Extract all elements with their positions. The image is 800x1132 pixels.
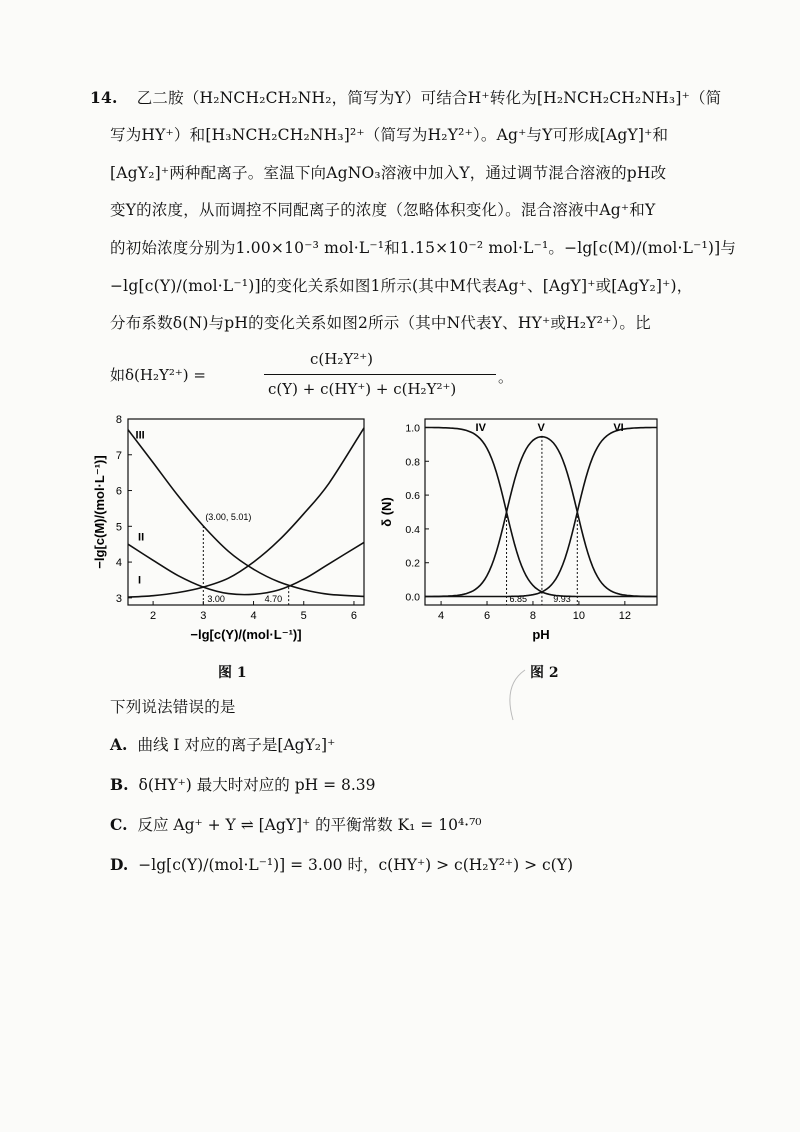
formula-lhs: 如δ(H₂Y²⁺) = — [110, 366, 206, 384]
option-text: 曲线 I 对应的离子是[AgY₂]⁺ — [137, 736, 336, 754]
x-annotation: 9.93 — [553, 594, 571, 604]
x-tick-label: 3 — [200, 610, 207, 622]
x-axis-label: −lg[c(Y)/(mol·L⁻¹)] — [190, 627, 302, 642]
question-line-2: 写为HY⁺）和[H₃NCH₂CH₂NH₃]²⁺（简写为H₂Y²⁺）。Ag⁺与Y可形成[AgY]⁺和 — [110, 126, 669, 144]
option-c[interactable] — [110, 813, 482, 835]
y-tick-label: 1.0 — [405, 422, 420, 435]
y-axis-label: −lg[c(M)/(mol·L⁻¹)] — [92, 455, 107, 569]
curve-label: IV — [475, 422, 486, 434]
x-annotation: 3.00 — [207, 594, 225, 604]
question-line-5: 的初始浓度分别为1.00×10⁻³ mol·L⁻¹和1.15×10⁻² mol·L⁻¹。−lg[c(M)/(mol·L⁻¹)]与 — [110, 239, 737, 257]
curve-label: V — [537, 422, 545, 434]
figure-2-chart — [375, 405, 675, 655]
x-annotation: 4.70 — [264, 594, 283, 604]
question-number: 14. — [90, 88, 118, 107]
x-tick-label: 6 — [350, 610, 358, 622]
formula-numerator: c(H₂Y²⁺) — [310, 350, 374, 368]
formula-denominator: c(Y) + c(HY⁺) + c(H₂Y²⁺) — [268, 380, 457, 398]
y-tick-label: 0.0 — [405, 591, 420, 604]
x-tick-label: 5 — [300, 610, 307, 622]
curve-label: VI — [613, 422, 624, 434]
curve-label: II — [138, 531, 145, 544]
x-tick-label: 6 — [483, 610, 491, 622]
y-axis-label: δ (N) — [379, 497, 394, 527]
option-text: δ(HY⁺) 最大时对应的 pH = 8.39 — [138, 776, 376, 794]
option-d[interactable] — [110, 853, 573, 875]
point-annotation: (3.00, 5.01) — [205, 511, 252, 522]
y-tick-label: 3 — [115, 592, 122, 605]
y-tick-label: 0.8 — [405, 456, 420, 469]
x-tick-label: 2 — [150, 610, 157, 622]
curve-IV — [425, 428, 657, 597]
y-tick-label: 7 — [115, 449, 122, 462]
y-tick-label: 4 — [115, 557, 122, 570]
y-tick-label: 0.6 — [405, 490, 420, 503]
fraction-bar — [264, 374, 496, 375]
y-tick-label: 5 — [115, 521, 122, 534]
x-tick-label: 10 — [572, 610, 586, 622]
question-line-6: −lg[c(Y)/(mol·L⁻¹)]的变化关系如图1所示(其中M代表Ag⁺、[AgY]⁺或[AgY₂]⁺)， — [110, 277, 693, 295]
x-tick-label: 4 — [250, 610, 257, 622]
x-annotation: 6.85 — [509, 594, 528, 604]
figure-2-caption: 图 2 — [530, 665, 559, 681]
scan-mark — [495, 665, 535, 725]
option-text: −lg[c(Y)/(mol·L⁻¹)] = 3.00 时，c(HY⁺) > c(H₂Y²⁺) > c(Y) — [138, 856, 573, 874]
option-text: 反应 Ag⁺ + Y ⇌ [AgY]⁺ 的平衡常数 K₁ = 10⁴·⁷⁰ — [137, 816, 482, 834]
question-prompt: 下列说法错误的是 — [110, 698, 236, 716]
curve-label: III — [135, 429, 145, 442]
x-tick-label: 8 — [529, 610, 537, 622]
figure-1-chart — [90, 405, 380, 655]
y-tick-label: 6 — [115, 485, 122, 498]
question-line-1 — [90, 86, 721, 108]
option-b[interactable] — [110, 773, 376, 795]
option-label: A. — [110, 735, 128, 754]
question-line-3: [AgY₂]⁺两种配离子。室温下向AgNO₃溶液中加入Y，通过调节混合溶液的pH改 — [110, 164, 667, 182]
formula-end: 。 — [498, 368, 514, 386]
y-tick-label: 0.2 — [405, 557, 420, 570]
x-axis-label: pH — [532, 627, 550, 642]
option-label: C. — [110, 815, 128, 834]
plot-frame — [425, 419, 657, 605]
curve-VI — [425, 428, 657, 597]
y-tick-label: 8 — [115, 414, 122, 426]
question-text: 乙二胺（H₂NCH₂CH₂NH₂，简写为Y）可结合H⁺转化为[H₂NCH₂CH₂NH₃]⁺（简 — [136, 89, 722, 107]
option-a[interactable] — [110, 733, 335, 755]
figure-1-caption: 图 1 — [218, 665, 247, 681]
curve-V — [425, 437, 657, 597]
x-tick-label: 4 — [438, 610, 445, 622]
y-tick-label: 0.4 — [405, 523, 420, 536]
question-line-4: 变Y的浓度，从而调控不同配离子的浓度（忽略体积变化）。混合溶液中Ag⁺和Y — [110, 201, 656, 219]
curve-label: I — [138, 574, 142, 587]
curve-II — [128, 542, 364, 594]
option-label: B. — [110, 775, 129, 794]
option-label: D. — [110, 855, 129, 874]
x-tick-label: 12 — [618, 610, 631, 622]
delta-formula — [110, 350, 530, 410]
question-line-7: 分布系数δ(N)与pH的变化关系如图2所示（其中N代表Y、HY⁺或H₂Y²⁺）。比 — [110, 314, 651, 332]
